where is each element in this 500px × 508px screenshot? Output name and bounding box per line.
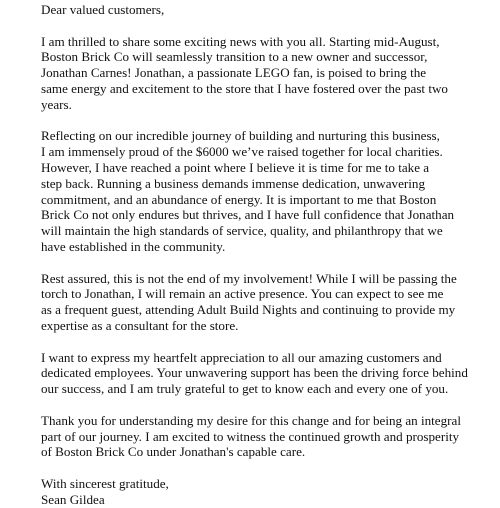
paragraph-announcement (41, 34, 481, 113)
paragraph-spacer (41, 255, 481, 271)
paragraph-line: Boston Brick Co will seamlessly transition to a new owner and successor, (41, 49, 428, 65)
paragraph-line: Rest assured, this is not the end of my involvement! While I will be passing the (41, 270, 457, 286)
paragraph-reflection (41, 128, 481, 254)
paragraph-line: step back. Running a business demands immense dedication, unwavering (41, 175, 426, 191)
paragraph-spacer (41, 397, 481, 413)
paragraph-spacer (41, 460, 481, 476)
paragraph-appreciation (41, 350, 481, 397)
paragraph-line: Brick Co not only endures but thrives, and I have full confidence that Jonathan (41, 207, 455, 223)
signature: Sean Gildea (41, 491, 105, 507)
paragraph-spacer (41, 334, 481, 350)
paragraph-line: years. (41, 96, 72, 112)
paragraph-involvement (41, 271, 481, 334)
paragraph-line: part of our journey. I am excited to witness the continued growth and prosperity (41, 428, 460, 444)
paragraph-line: dedicated employees. Your unwavering support has been the driving force behind (41, 365, 468, 381)
paragraph-line: torch to Jonathan, I will remain an active presence. You can expect to see me (41, 286, 444, 302)
salutation: Dear valued customers, (41, 2, 165, 17)
paragraph-line: same energy and excitement to the store that I have fostered over the past two (41, 80, 448, 96)
paragraph-line: have established in the community. (41, 238, 226, 254)
paragraph-line: as a frequent guest, attending Adult Build Nights and continuing to provide my (41, 302, 456, 318)
paragraph-line: expertise as a consultant for the store. (41, 317, 239, 333)
paragraph-spacer (41, 113, 481, 129)
paragraph-line: Reflecting on our incredible journey of building and nurturing this business, (41, 128, 440, 144)
letter-document (41, 2, 481, 508)
closing: With sincerest gratitude, (41, 475, 169, 491)
paragraph-line: I am thrilled to share some exciting news with you all. Starting mid-August, (41, 33, 440, 49)
paragraph-line: Jonathan Carnes! Jonathan, a passionate LEGO fan, is poised to bring the (41, 65, 427, 81)
paragraph-line: of Boston Brick Co under Jonathan's capable care. (41, 444, 306, 460)
paragraph-line: will maintain the high standards of service, quality, and philanthropy that we (41, 223, 443, 239)
paragraph-line: Thank you for understanding my desire for this change and for being an integral (41, 412, 461, 428)
paragraph-line: our success, and I am truly grateful to get to know each and every one of you. (41, 381, 449, 397)
paragraph-spacer (41, 18, 481, 34)
paragraph-line: However, I have reached a point where I believe it is time for me to take a (41, 159, 430, 175)
paragraph-thanks (41, 413, 481, 460)
paragraph-line: commitment, and an abundance of energy. It is important to me that Boston (41, 191, 437, 207)
paragraph-line: I want to express my heartfelt appreciation to all our amazing customers and (41, 349, 442, 365)
paragraph-line: I am immensely proud of the $6000 we’ve raised together for local charities. (41, 144, 443, 160)
